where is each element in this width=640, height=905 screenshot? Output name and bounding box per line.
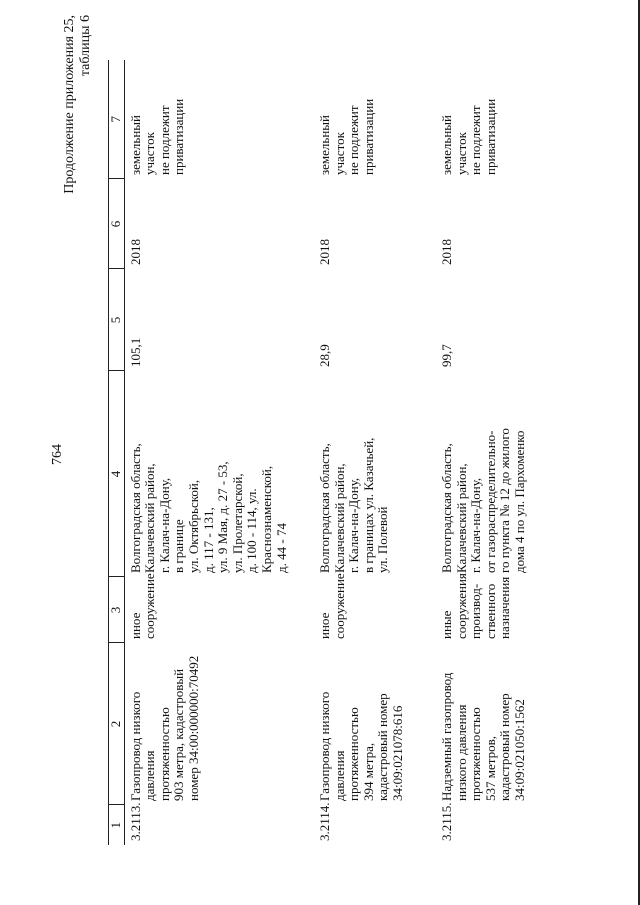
object-name: Надземный газопровод низкого давления протяженностью 537 метров, кадастровый номер 34:09:021050:1562 <box>439 672 528 801</box>
object-year: 2018 <box>439 239 455 265</box>
property-table <box>108 60 556 845</box>
object-year: 2018 <box>127 239 143 265</box>
object-name: Газопровод низкого давления протяженностью 903 метра, кадастровый номер 34:00:000000:70492 <box>127 655 201 801</box>
column-header-4: 4 <box>109 371 125 577</box>
table-row <box>314 60 436 845</box>
object-address: Волгоградская область, Калачевский район, г. Калач-на-Дону, в границе ул. Октябрьской, д. 117 - 131, ул. 9 Мая, д. 27 - 53, ул. Пролетарской, д. 100 - 114, ул. Краснознаменской, д. 44 - 74 <box>127 443 289 573</box>
object-type: иные сооружения производ- ственного назначения <box>439 573 513 639</box>
row-number: 3.2115. <box>439 802 455 841</box>
column-header-6: 6 <box>109 179 125 269</box>
continuation-caption <box>62 15 94 245</box>
object-value: 105,1 <box>127 337 143 367</box>
caption-line-2: таблицы 6 <box>78 15 93 77</box>
object-address: Волгоградская область, Калачевский район, г. Калач-на-Дону, от газораспределительно- го пункта № 12 до жилого дома 4 по ул. Пархоменко <box>439 428 528 573</box>
table-row <box>124 60 314 845</box>
table-row <box>436 60 556 845</box>
object-type: иное сооружение <box>127 573 158 639</box>
row-number: 3.2114. <box>317 802 333 841</box>
object-name: Газопровод низкого давления протяженностью 394 метра, кадастровый номер 34:09:021078:616 <box>317 691 406 801</box>
object-value: 28,9 <box>317 344 333 367</box>
column-header-7: 7 <box>109 60 125 179</box>
object-note: земельный участок не подлежит приватизации <box>317 98 376 175</box>
object-type: иное сооружение <box>317 573 347 639</box>
caption-line-1: Продолжение приложения 25, <box>62 15 77 194</box>
column-header-2: 2 <box>109 643 125 805</box>
object-year: 2018 <box>317 239 333 265</box>
object-note: земельный участок не подлежит приватизации <box>439 98 498 175</box>
page-number: 764 <box>50 444 65 465</box>
row-number: 3.2113. <box>127 802 143 841</box>
object-note: земельный участок не подлежит приватизации <box>127 98 187 175</box>
object-address: Волгоградская область, Калачевский район, г. Калач-на-Дону, в границах ул. Казачьей, ул. Полевой <box>317 437 391 573</box>
object-value: 99,7 <box>439 344 455 367</box>
column-header-5: 5 <box>109 269 125 371</box>
column-header-1: 1 <box>109 805 125 845</box>
column-header-3: 3 <box>109 577 125 643</box>
column-number-row <box>109 60 125 845</box>
